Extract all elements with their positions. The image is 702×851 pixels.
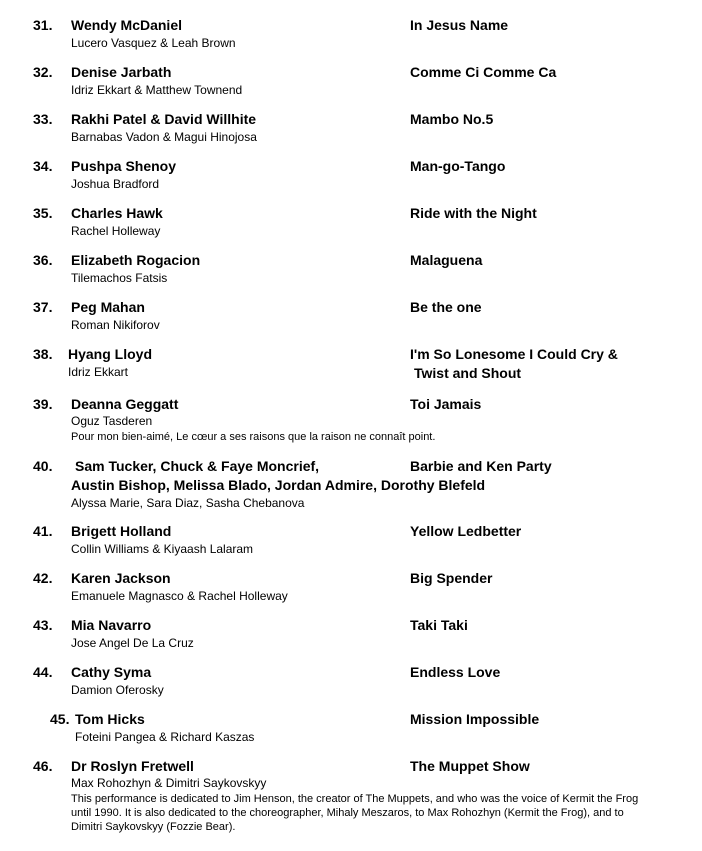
partner-names: Oguz Tasderen [71,414,153,428]
entry-number: 41. [33,523,53,539]
partner-names: Idriz Ekkart [68,365,129,379]
partner-names: Max Rohozhyn & Dimitri Saykovskyy [71,776,267,790]
dancer-name: Pushpa Shenoy [71,158,177,174]
entry-number: 44. [33,664,53,680]
dancer-name: Cathy Syma [71,664,152,680]
dancer-name: Sam Tucker, Chuck & Faye Moncrief, [75,458,320,474]
partner-names: Lucero Vasquez & Leah Brown [71,36,236,50]
dancer-name: Wendy McDaniel [71,17,182,33]
song-title: Toi Jamais [410,396,482,412]
entry-number: 36. [33,252,53,268]
partner-names: Foteini Pangea & Richard Kaszas [75,730,255,744]
partner-names: Damion Oferosky [71,683,164,697]
song-title: Big Spender [410,570,493,586]
dancer-name: Mia Navarro [71,617,152,633]
partner-names: Barnabas Vadon & Magui Hinojosa [71,130,257,144]
entry-number: 35. [33,205,53,221]
entry-number: 46. [33,758,53,774]
dancer-name: Elizabeth Rogacion [71,252,201,268]
dedication-note: This performance is dedicated to Jim Henson, the creator of The Muppets, and who was the voice of Kermit the Frog until 1990. It is also dedicated to the choreographer, Mihaly Meszaros, to Max Rohozhyn (Kermit the Frog), and to Dimitri Saykovskyy (Fozzie Bear). [71,793,639,833]
entry-number: 43. [33,617,53,633]
dancer-name: Brigett Holland [71,523,172,539]
entry-number: 33. [33,111,53,127]
partner-names: Tilemachos Fatsis [71,271,168,285]
entry-number: 45. [50,711,70,727]
song-title: Comme Ci Comme Ca [410,64,557,80]
dedication-note: Pour mon bien-aimé, Le cœur a ses raisons que la raison ne connaît point. [71,431,436,443]
dancer-name: Deanna Geggatt [71,396,179,412]
dancer-name: Tom Hicks [75,711,145,727]
song-title: Endless Love [410,664,501,680]
song-title: Ride with the Night [410,205,537,221]
entry-number: 42. [33,570,53,586]
dancer-name: Dr Roslyn Fretwell [71,758,194,774]
partner-names: Rachel Holleway [71,224,161,238]
song-title: Malaguena [410,252,483,268]
dancer-name: Rakhi Patel & David Willhite [71,111,257,127]
song-title: I'm So Lonesome I Could Cry & [410,346,618,362]
partner-names: Jose Angel De La Cruz [71,636,194,650]
dancer-name: Charles Hawk [71,205,163,221]
partner-names: Joshua Bradford [71,177,160,191]
dancer-name: Denise Jarbath [71,64,172,80]
song-title: In Jesus Name [410,17,509,33]
dancer-name: Karen Jackson [71,570,171,586]
song-title: Mambo No.5 [410,111,494,127]
entry-number: 39. [33,396,53,412]
partner-names: Idriz Ekkart & Matthew Townend [71,83,243,97]
partner-names: Collin Williams & Kiyaash Lalaram [71,542,254,556]
song-title: Yellow Ledbetter [410,523,522,539]
entry-number: 38. [33,346,53,362]
song-title: Mission Impossible [410,711,540,727]
song-title: Taki Taki [410,617,468,633]
dancer-name: Peg Mahan [71,299,145,315]
song-title-second: Twist and Shout [414,365,522,381]
song-title: Be the one [410,299,482,315]
entry-number: 32. [33,64,53,80]
partner-names: Alyssa Marie, Sara Diaz, Sasha Chebanova [71,496,305,510]
song-title: Man-go-Tango [410,158,506,174]
entry-number: 40. [33,458,53,474]
partner-names: Emanuele Magnasco & Rachel Holleway [71,589,288,603]
dancer-name: Hyang Lloyd [68,346,153,362]
song-title: The Muppet Show [410,758,530,774]
entry-number: 37. [33,299,53,315]
dancer-name-second-line: Austin Bishop, Melissa Blado, Jordan Admire, Dorothy Blefeld [71,477,486,493]
entry-number: 34. [33,158,53,174]
partner-names: Roman Nikiforov [71,318,160,332]
entry-number: 31. [33,17,53,33]
song-title: Barbie and Ken Party [410,458,552,474]
